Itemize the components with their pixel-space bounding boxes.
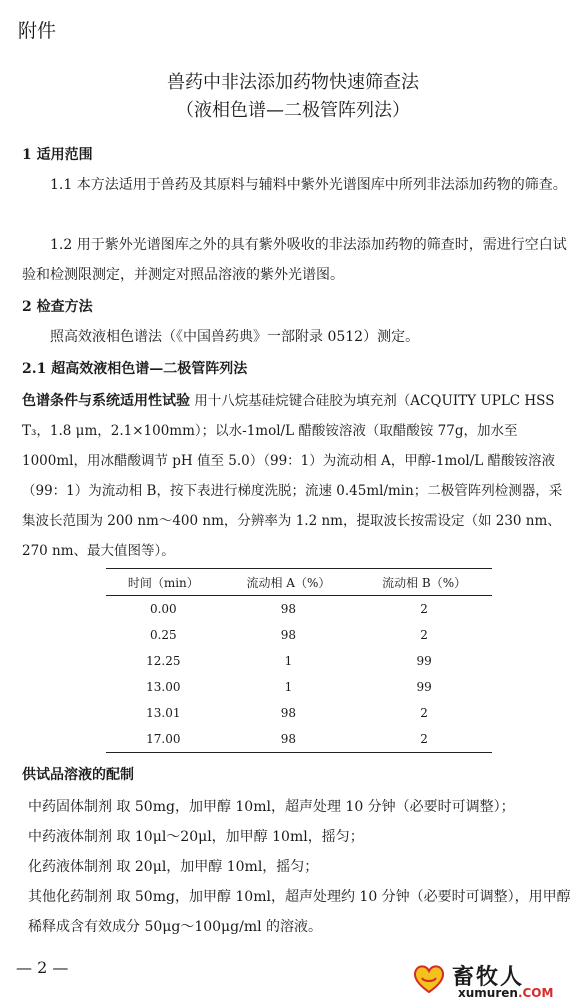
section-2-heading: 2 检查方法: [22, 299, 93, 315]
cell: 2: [420, 628, 428, 642]
paragraph-2: 照高效液相色谱法（《中国兽药典》一部附录 0512）测定。: [50, 329, 420, 345]
table-row: [106, 674, 492, 700]
cell: 2: [420, 706, 428, 720]
cell: 98: [280, 628, 297, 642]
sample-prep-item: 中药固体制剂 取 50mg，加甲醇 10ml，超声处理 10 分钟（必要时可调整）；: [28, 799, 515, 815]
cell: 98: [280, 706, 297, 720]
cell: 1: [284, 654, 293, 668]
table-row: [106, 648, 492, 674]
site-logo: [412, 962, 582, 1002]
cell: 12.25: [146, 654, 181, 668]
header-phase-b: 流动相 B（%）: [382, 575, 467, 590]
gradient-table: [106, 568, 492, 753]
header-phase-a: 流动相 A（%）: [246, 575, 331, 590]
table-row: [106, 726, 492, 753]
logo-domain: xumuren: [458, 986, 518, 1000]
cell: 2: [420, 732, 428, 746]
sample-prep-item: 化药液体制剂 取 20μl，加甲醇 10ml，摇匀；: [28, 859, 319, 875]
paragraph-1-2: 1.2 用于紫外光谱图库之外的具有紫外吸收的非法添加药物的筛查时，需进行空白试验和检测限测定，并测定对照品溶液的紫外光谱图。: [22, 237, 567, 283]
table-row: [106, 700, 492, 726]
table-row: [106, 596, 492, 623]
attachment-label: 附件: [18, 20, 57, 42]
cell: 17.00: [146, 732, 181, 746]
sample-prep-item: 其他化药制剂 取 50mg，加甲醇 10ml，超声处理约 10 分钟（必要时可调整），用甲醇稀释成含有效成分 50μg～100μg/ml 的溶液。: [28, 889, 571, 935]
cell: 0.00: [149, 602, 177, 616]
chromatography-text-rest: （ACQUITY UPLC HSS T₃，1.8 μm，2.1×100mm）；以水-1mol/L 醋酸铵溶液（取醋酸铵 77g，加水至 1000ml，用冰醋酸调节 pH 值至 5.0）（99：1）为流动相 A，甲醇-1mol/L 醋酸铵溶液（99：1）为流动相 B，按下表进行梯度洗脱；流速 0.45ml/min；二极管阵列检测器，采集波长范围为 200 nm～400 nm，分辨率为 1.2 nm，提取波长按需设定（如 230 nm、270 nm、最大值图等）。: [22, 393, 563, 559]
cell: 99: [416, 654, 432, 668]
logo-english-text: [458, 986, 553, 1000]
cell: 99: [416, 680, 432, 694]
sample-prep-item: 中药液体制剂 取 10μl～20μl，加甲醇 10ml，摇匀；: [28, 829, 364, 845]
cell: 2: [420, 602, 428, 616]
chromatography-text-start: 用十八烷基硅烷键合硅胶为填充剂: [194, 393, 397, 409]
cell: 1: [284, 680, 293, 694]
cell: 0.25: [149, 628, 177, 642]
table-row: [106, 622, 492, 648]
paragraph-1-1: 1.1 本方法适用于兽药及其原料与辅料中紫外光谱图库中所列非法添加药物的筛查。: [50, 177, 567, 193]
page-number: — 2 —: [16, 958, 69, 977]
cell: 98: [280, 602, 297, 616]
cell: 13.01: [146, 706, 181, 720]
logo-tld: .COM: [517, 986, 554, 1000]
logo-chinese-text: 畜牧人: [452, 965, 525, 990]
chromatography-label: 色谱条件与系统适用性试验: [22, 393, 190, 409]
header-time: 时间（min）: [127, 575, 199, 590]
section-2-1-heading: 2.1 超高效液相色谱—二极管阵列法: [22, 361, 248, 377]
cell: 98: [280, 732, 297, 746]
section-1-heading: 1 适用范围: [22, 147, 93, 163]
document-subtitle: （液相色谱—二极管阵列法）: [176, 100, 410, 121]
cell: 13.00: [146, 680, 181, 694]
document-title: 兽药中非法添加药物快速筛查法: [167, 72, 419, 93]
heart-logo-icon: [412, 962, 446, 996]
sample-prep-heading: 供试品溶液的配制: [22, 767, 134, 783]
chromatography-paragraph: [22, 386, 574, 566]
table-header-row: [106, 569, 492, 596]
